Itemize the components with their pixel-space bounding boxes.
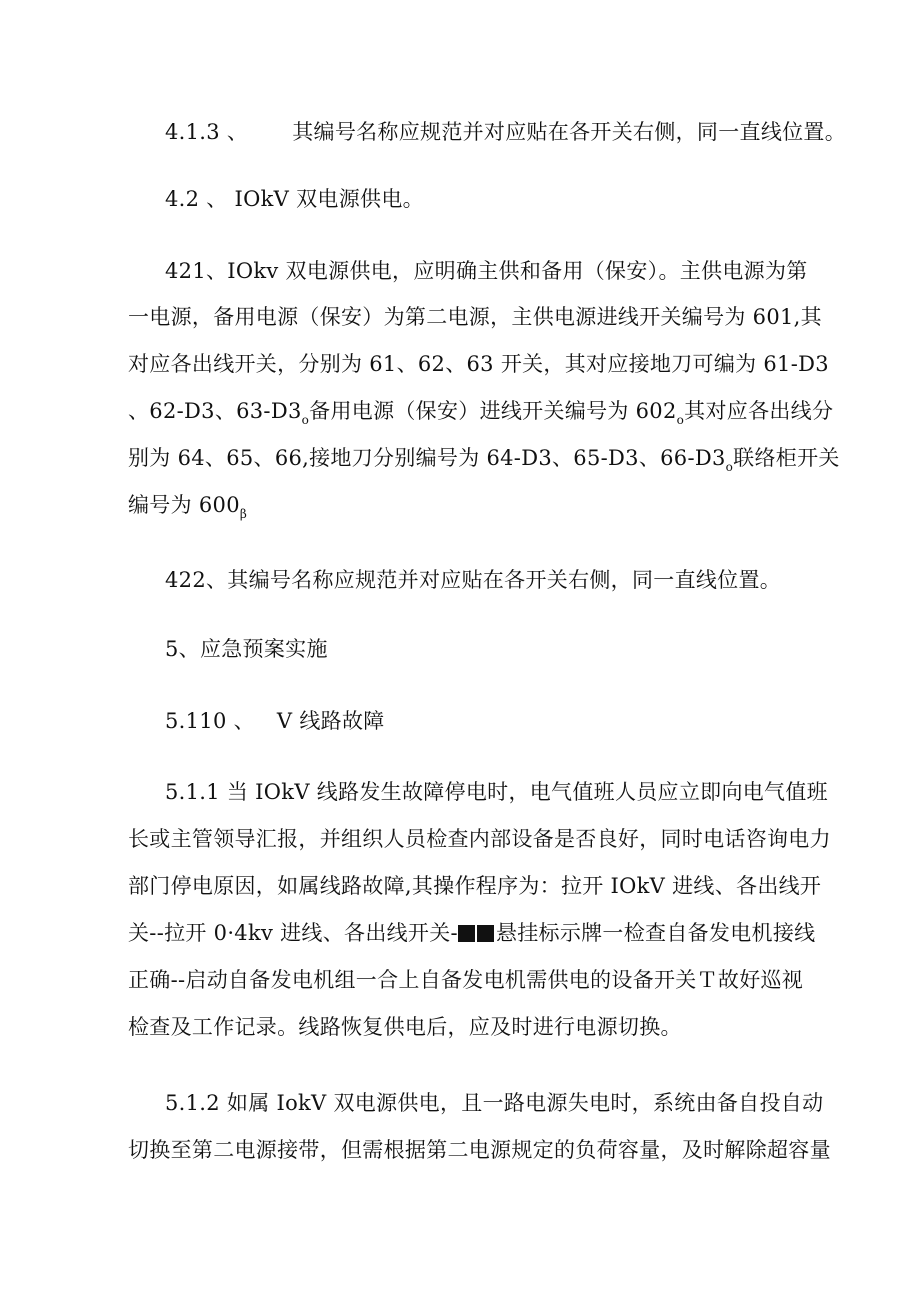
paragraph-421-line-3: 对应各出线开关，分别为 61、62、63 开关，其对应接地刀可编为 61-D3	[128, 352, 829, 376]
paragraph-5-1-1-line-5: 正确--启动自备发电机组一合上自备发电机需供电的设备开关Ｔ故好巡视	[128, 968, 804, 992]
text-run: 别为 64、65、66,接地刀分别编号为 64-D3、65-D3、66-D3	[128, 446, 726, 470]
paragraph-421-line-2: 一电源，备用电源（保安）为第二电源，主供电源进线开关编号为 601,其	[128, 305, 822, 329]
heading-5-110	[165, 707, 385, 735]
paragraph-5-1-1-line-2: 长或主管领导汇报，并组织人员检查内部设备是否良好，同时电话咨询电力	[128, 827, 831, 851]
heading-4-2: 4.2 、 IOkV 双电源供电。	[165, 187, 424, 211]
text-run: 悬挂标示牌一检查自备发电机接线	[495, 921, 816, 945]
section-number: 4.1.3 、	[165, 120, 249, 144]
subscript: o	[676, 413, 685, 427]
redaction-block	[477, 925, 494, 942]
subscript: o	[301, 413, 310, 427]
paragraph-421-line-4	[128, 397, 833, 434]
text-run: 其对应各出线分	[684, 399, 834, 423]
text-run: 联络柜开关	[733, 446, 840, 470]
paragraph-5-1-2-line-2: 切换至第二电源接带，但需根据第二电源规定的负荷容量，及时解除超容量	[128, 1138, 831, 1162]
paragraph-421-line-5	[128, 444, 840, 481]
paragraph-422: 422、其编号名称应规范并对应贴在各开关右侧，同一直线位置。	[165, 568, 782, 592]
redaction-block	[458, 925, 475, 942]
paragraph-5-1-1-line-6: 检查及工作记录。线路恢复供电后，应及时进行电源切换。	[128, 1015, 682, 1039]
heading-5: 5、应急预案实施	[165, 637, 328, 661]
paragraph-5-1-1-line-4	[128, 919, 815, 947]
text-run: 备用电源（保安）进线开关编号为 602	[309, 399, 677, 423]
subscript: β	[239, 507, 248, 521]
text-run: 关--拉开 0·4kv 进线、各出线开关-	[128, 921, 458, 945]
section-number: 5.110 、	[165, 709, 255, 733]
paragraph-5-1-1-line-1: 5.1.1 当 IOkV 线路发生故障停电时，电气值班人员应立即向电气值班	[165, 780, 828, 804]
heading-text: V 线路故障	[276, 709, 385, 733]
text-run: 、62-D3、63-D3	[128, 399, 302, 423]
paragraph-4-1-3	[165, 118, 846, 146]
paragraph-text: 其编号名称应规范并对应贴在各开关右侧，同一直线位置。	[292, 120, 847, 144]
paragraph-421-line-1: 421、IOkv 双电源供电，应明确主供和备用（保安）。主供电源为第	[165, 259, 808, 283]
paragraph-421-line-6	[128, 491, 247, 528]
paragraph-5-1-2-line-1: 5.1.2 如属 IokV 双电源供电，且一路电源失电时，系统由备自投自动	[165, 1091, 824, 1115]
text-run: 编号为 600	[128, 493, 240, 517]
subscript: o	[725, 460, 734, 474]
paragraph-5-1-1-line-3: 部门停电原因，如属线路故障,其操作程序为：拉开 IOkV 进线、各出线开	[128, 874, 822, 898]
